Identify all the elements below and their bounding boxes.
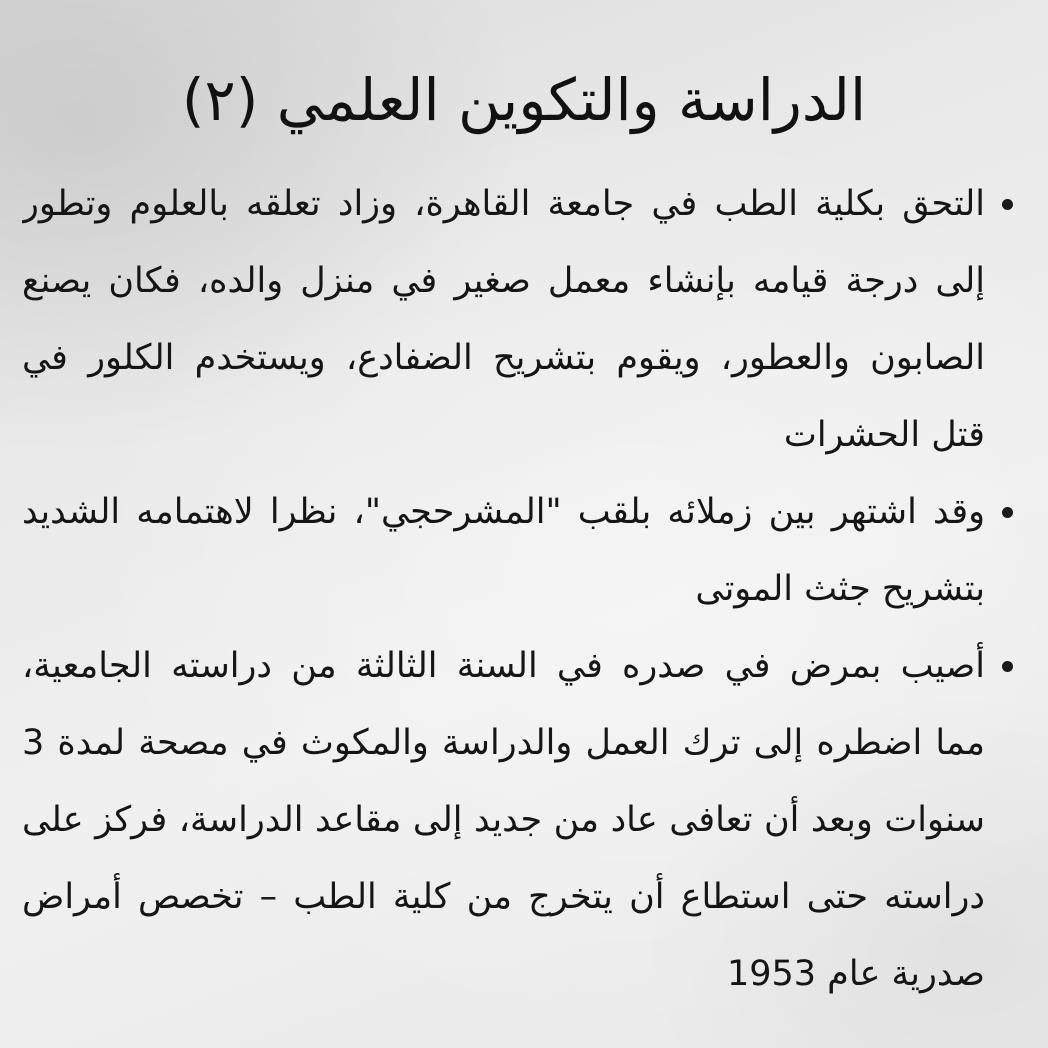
bullet-line: مما اضطره إلى ترك العمل والدراسة والمكوث في مصحة لمدة 3 xyxy=(22,723,985,763)
bullet-item xyxy=(22,474,985,628)
slide-title: الدراسة والتكوين العلمي (٢) xyxy=(181,66,867,134)
bullet-point-icon xyxy=(1002,507,1013,518)
bullet-line: الصابون والعطور، ويقوم بتشريح الضفادع، ويستخدم الكلور في xyxy=(22,338,985,378)
bullet-line: قتل الحشرات xyxy=(783,415,985,455)
bullet-line: سنوات وبعد أن تعافى عاد من جديد إلى مقاعد الدراسة، فركز على xyxy=(22,800,985,840)
bullet-point-icon xyxy=(1002,661,1013,672)
bullet-line: صدرية عام 1953 xyxy=(726,954,985,994)
bullet-line: وقد اشتهر بين زملائه بلقب "المشرحجي"، نظرا لاهتمامه الشديد xyxy=(22,492,985,532)
bullet-item xyxy=(22,166,985,474)
bullet-line: إلى درجة قيامه بإنشاء معمل صغير في منزل والده، فكان يصنع xyxy=(22,261,985,301)
bullet-point-icon xyxy=(1002,199,1013,210)
bullet-item xyxy=(22,628,985,1013)
bullet-line: التحق بكلية الطب في جامعة القاهرة، وزاد تعلقه بالعلوم وتطور xyxy=(22,184,985,224)
bullet-line: بتشريح جثث الموتى xyxy=(695,569,985,609)
bullet-line: دراسته حتى استطاع أن يتخرج من كلية الطب – تخصص أمراض xyxy=(22,877,985,917)
bullet-list xyxy=(22,166,985,1013)
bullet-line: أصيب بمرض في صدره في السنة الثالثة من دراسته الجامعية، xyxy=(22,646,985,686)
